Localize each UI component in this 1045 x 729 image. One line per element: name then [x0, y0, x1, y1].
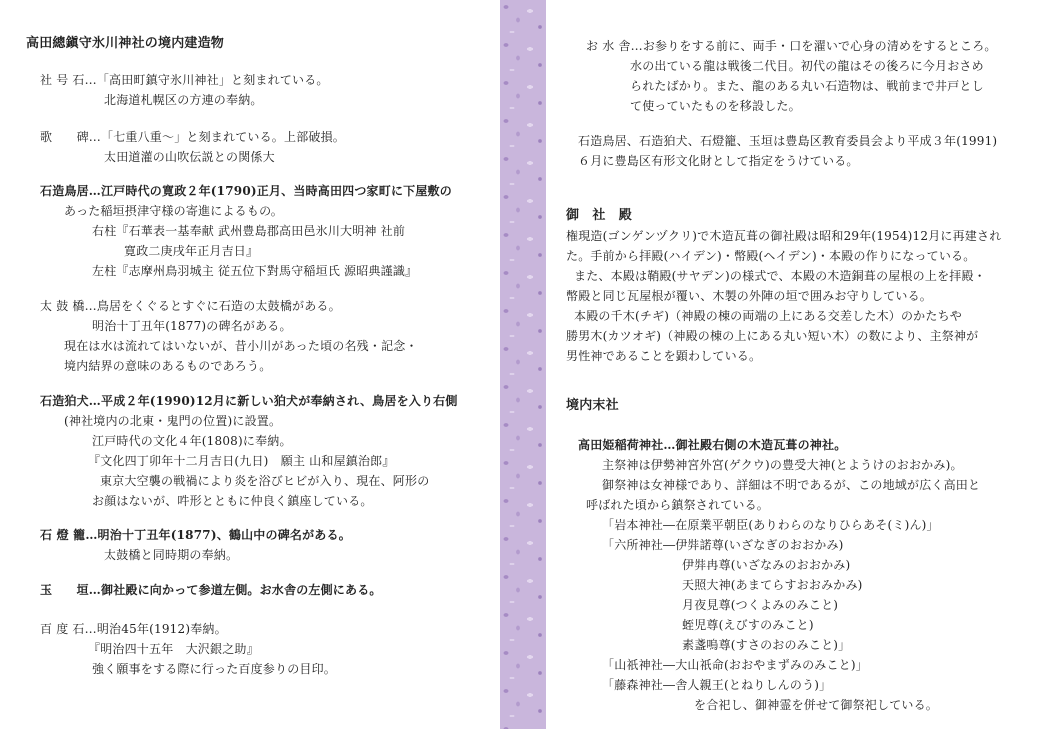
text-line: 北海道札幌区の方連の奉納。	[104, 93, 263, 107]
text-line: 『明治四十五年 大沢銀之助』	[88, 642, 259, 656]
text-line: 強く願事をする際に行った百度参りの目印。	[92, 662, 337, 676]
text-line: また、本殿は鞘殿(サヤデン)の様式で、本殿の木造銅葺の屋根の上を拝殿・	[574, 269, 986, 283]
section-heading: 境内末社	[566, 398, 619, 413]
text-line: 石造狛犬…平成２年(1990)12月に新しい狛犬が奉納され、鳥居を入り右側	[40, 394, 458, 408]
text-line: た。手前から拝殿(ハイデン)・幣殿(ヘイデン)・本殿の作りになっている。	[566, 249, 976, 263]
left-page	[0, 0, 500, 729]
text-line: て使っていたものを移設した。	[630, 99, 801, 113]
text-line: 「六所神社―伊弉諾尊(いざなぎのおおかみ)	[602, 538, 844, 552]
binding-strip	[500, 0, 546, 729]
text-line: (神社境内の北東・鬼門の位置)に設置。	[64, 414, 282, 428]
text-line: 勝男木(カツオギ)（神殿の棟の上にある丸い短い木）の数により、主祭神が	[566, 329, 979, 343]
text-line: お 水 舎…お参りをする前に、両手・口を濯いで心身の清めをするところ。	[586, 39, 997, 53]
text-line: 月夜見尊(つくよみのみこと)	[682, 598, 839, 612]
text-line: 幣殿と同じ瓦屋根が覆い、木製の外陣の垣で囲みお守りしている。	[566, 289, 933, 303]
document-title: 高田總鎭守氷川神社の境内建造物	[26, 36, 225, 51]
text-line: 右柱『石華表一基奉献 武州豊島郡高田邑氷川大明神 社前	[92, 224, 406, 238]
text-line: 蛭児尊(えびすのみこと)	[682, 618, 814, 632]
text-line: 玉 垣…御社殿に向かって参道左側。お水舎の左側にある。	[40, 583, 382, 597]
right-page	[546, 0, 1045, 729]
text-line: 寛政二庚戌年正月吉日』	[124, 244, 259, 258]
text-line: 男性神であることを顕わしている。	[566, 349, 762, 363]
text-line: られたばかり。また、龍のある丸い石造物は、戦前まで井戸とし	[630, 79, 984, 93]
text-line: を合祀し、御神霊を併せて御祭祀している。	[694, 698, 939, 712]
text-line: 「藤森神社―舎人親王(とねりしんのう)」	[602, 678, 832, 692]
text-line: あった稲垣摂津守様の寄進によるもの。	[64, 204, 284, 218]
text-line: ６月に豊島区有形文化財として指定をうけている。	[578, 154, 859, 168]
text-line: 本殿の千木(チギ)（神殿の棟の両端の上にある交差した木）のかたちや	[574, 309, 962, 323]
text-line: 「岩本神社―在原業平朝臣(ありわらのなりひらあそ(ミ)ん)」	[602, 518, 939, 532]
text-line: 太鼓橋と同時期の奉納。	[104, 548, 239, 562]
text-line: 高田姫稲荷神社…御社殿右側の木造瓦葺の神社。	[578, 438, 847, 452]
text-line: 現在は水は流れてはいないが、昔小川があった頃の名残・記念・	[64, 339, 418, 353]
text-line: お顔はないが、吽形とともに仲良く鎮座している。	[92, 494, 373, 508]
text-line: 素盞嗚尊(すさのおのみこと)」	[682, 638, 851, 652]
text-line: 東京大空襲の戦禍により炎を浴びヒビが入り、現在、阿形の	[100, 474, 430, 488]
text-line: 「山祇神社―大山祇命(おおやまずみのみこと)」	[602, 658, 868, 672]
text-line: 石 燈 籠…明治十丁丑年(1877)、鶴山中の碑名がある。	[40, 528, 351, 542]
text-line: 歌 碑…「七重八重～」と刻まれている。上部破損。	[40, 130, 346, 144]
section-heading: 御 社 殿	[566, 208, 633, 223]
text-line: 天照大神(あまてらすおおみかみ)	[682, 578, 863, 592]
text-line: 権現造(ゴンゲンヅクリ)で木造瓦葺の御社殿は昭和29年(1954)12月に再建され	[566, 229, 1002, 243]
text-line: 太田道灌の山吹伝説との関係大	[104, 150, 275, 164]
text-line: 左柱『志摩州鳥羽城主 従五位下對馬守稲垣氏 源昭典謹識』	[92, 264, 418, 278]
text-line: 境内結界の意味のあるものであろう。	[64, 359, 272, 373]
text-line: 伊弉冉尊(いざなみのおおかみ)	[682, 558, 851, 572]
text-line: 太 鼓 橋…鳥居をくぐるとすぐに石造の太鼓橋がある。	[40, 299, 341, 313]
text-line: 石造鳥居、石造狛犬、石燈籠、玉垣は豊島区教育委員会より平成３年(1991)	[578, 134, 998, 148]
text-line: 江戸時代の文化４年(1808)に奉納。	[92, 434, 292, 448]
text-line: 百 度 石…明治45年(1912)奉納。	[40, 622, 227, 636]
text-line: 水の出ている龍は戦後二代目。初代の龍はその後ろに今月おさめ	[630, 59, 984, 73]
text-line: 主祭神は伊勢神宮外宮(ゲクウ)の豊受大神(とようけのおおかみ)。	[602, 458, 963, 472]
text-line: 明治十丁丑年(1877)の碑名がある。	[92, 319, 292, 333]
text-line: 石造鳥居…江戸時代の寛政２年(1790)正月、当時高田四つ家町に下屋敷の	[40, 184, 452, 198]
text-line: 呼ばれた頃から鎮祭されている。	[586, 498, 770, 512]
text-line: 社 号 石…「高田町鎮守氷川神社」と刻まれている。	[40, 73, 329, 87]
text-line: 『文化四丁卯年十二月吉日(九日) 願主 山和屋鎮治郎』	[88, 454, 395, 468]
text-line: 御祭神は女神様であり、詳細は不明であるが、この地域が広く高田と	[602, 478, 981, 492]
